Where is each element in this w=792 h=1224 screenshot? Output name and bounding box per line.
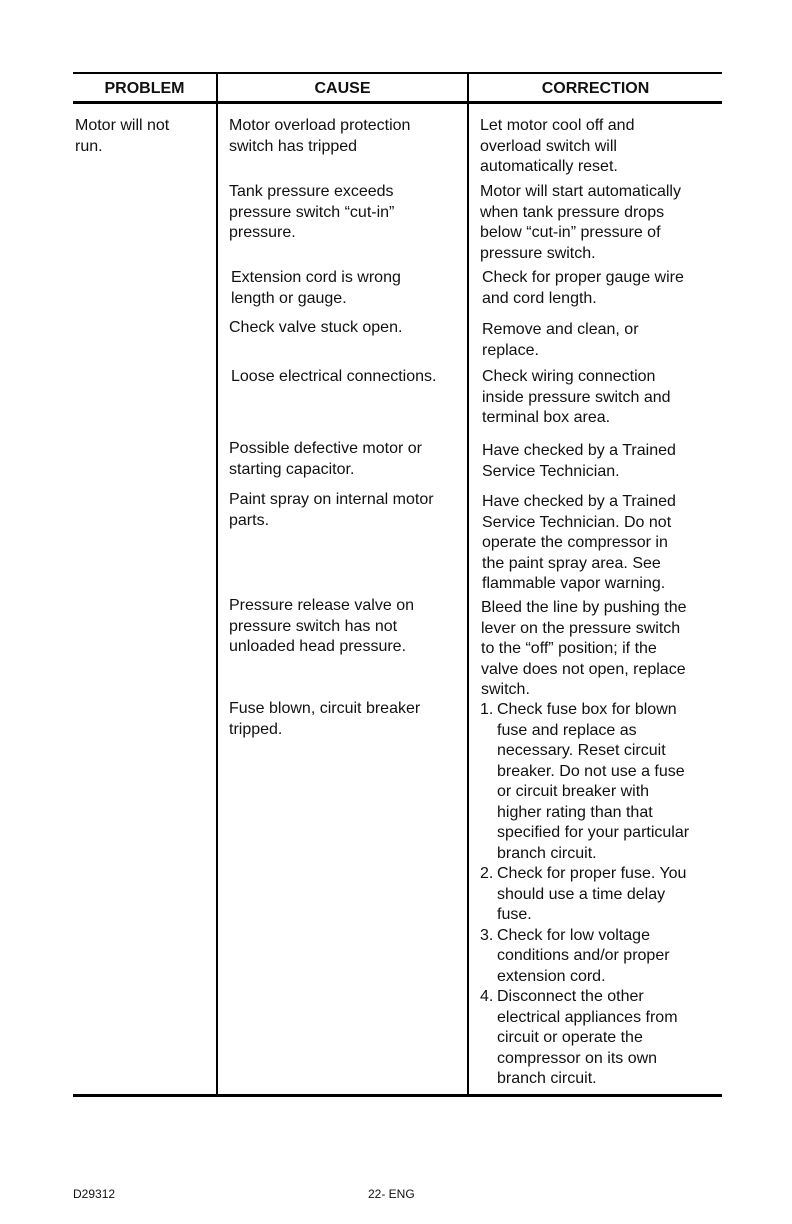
correction-line: Service Technician. [482, 462, 620, 480]
correction-cell [481, 598, 686, 701]
list-item-line: circuit or operate the [497, 1029, 643, 1046]
correction-line: operate the compressor in [482, 534, 668, 551]
cause-line: Possible defective motor or [229, 440, 422, 457]
table-top-rule [73, 72, 722, 74]
cause-cell [229, 490, 434, 531]
problem-cell [75, 116, 169, 157]
list-item-number: 2. [480, 865, 494, 882]
list-item [480, 864, 689, 926]
cause-cell [229, 116, 410, 157]
cause-cell [229, 699, 420, 740]
correction-line: pressure switch. [480, 244, 596, 262]
page-number: 22- ENG [368, 1187, 415, 1201]
correction-line: switch. [481, 681, 530, 698]
list-item-line: Check fuse box for blown [497, 701, 677, 718]
correction-line: replace. [482, 341, 539, 359]
cause-cell [231, 367, 436, 388]
cause-line: Check valve stuck open. [229, 319, 403, 336]
cause-line: Extension cord is wrong [231, 269, 401, 286]
list-item-line: necessary. Reset circuit [497, 742, 666, 759]
correction-line: Let motor cool off and [480, 117, 635, 134]
cause-line: Paint spray on internal motor [229, 491, 434, 508]
correction-line: automatically reset. [480, 158, 618, 175]
cause-line: parts. [229, 511, 270, 529]
list-item-line: should use a time delay [497, 885, 666, 903]
correction-line: overload switch will [480, 137, 617, 155]
cause-cell [231, 268, 401, 309]
correction-line: Service Technician. Do not [482, 513, 672, 531]
column-divider-2 [467, 72, 469, 1097]
correction-line: to the “off” position; if the [481, 640, 657, 657]
correction-cell [480, 182, 681, 264]
header-correction: CORRECTION [541, 80, 650, 97]
cause-line: Loose electrical connections. [231, 368, 437, 385]
correction-line: below “cut-in” pressure of [480, 224, 661, 241]
list-item [480, 926, 689, 988]
column-divider-1 [216, 72, 218, 1097]
cause-line: starting capacitor. [229, 460, 355, 478]
problem-line: run. [75, 137, 103, 155]
correction-cell [482, 320, 639, 361]
correction-cell [482, 492, 676, 595]
cause-line: switch has tripped [229, 137, 358, 155]
correction-line: when tank pressure drops [480, 203, 665, 221]
list-item-line: breaker. Do not use a fuse [497, 762, 685, 780]
list-item-line: extension cord. [497, 967, 606, 985]
correction-line: the paint spray area. See [482, 554, 661, 572]
cause-cell [229, 439, 422, 480]
cause-line: tripped. [229, 720, 283, 738]
list-item-line: or circuit breaker with [497, 783, 650, 800]
list-item-line: Check for proper fuse. You [497, 865, 687, 882]
correction-line: Have checked by a Trained [482, 442, 676, 459]
correction-cell [482, 441, 676, 482]
list-item-number: 3. [480, 926, 494, 944]
header-cause: CAUSE [314, 80, 371, 97]
cause-line: pressure switch “cut-in” [229, 203, 395, 221]
correction-line: inside pressure switch and [482, 388, 671, 406]
correction-line: terminal box area. [482, 409, 611, 426]
list-item [480, 700, 689, 864]
list-item-line: electrical appliances from [497, 1008, 678, 1026]
problem-line: Motor will not [75, 117, 170, 134]
correction-line: lever on the pressure switch [481, 619, 681, 637]
cause-line: Pressure release valve on [229, 597, 414, 614]
cause-line: pressure. [229, 224, 296, 241]
list-item-number: 1. [480, 701, 494, 718]
cause-line: unloaded head pressure. [229, 638, 407, 655]
list-item-line: Disconnect the other [497, 988, 644, 1005]
table-bottom-rule [73, 1094, 722, 1097]
cause-cell [229, 182, 394, 244]
list-item-line: Check for low voltage [497, 926, 650, 944]
list-item-line: fuse. [497, 906, 532, 923]
list-item-line: compressor on its own [497, 1049, 658, 1067]
cause-cell [229, 596, 414, 658]
correction-list [480, 700, 689, 1090]
list-item-line: higher rating than that [497, 803, 653, 821]
correction-line: Remove and clean, or [482, 321, 639, 338]
cause-line: Fuse blown, circuit breaker [229, 700, 421, 717]
header-problem: PROBLEM [104, 80, 185, 97]
list-item-line: fuse and replace as [497, 721, 637, 739]
list-item-line: branch circuit. [497, 1070, 597, 1087]
correction-cell [482, 367, 671, 429]
list-item-line: branch circuit. [497, 844, 597, 862]
correction-line: Check wiring connection [482, 368, 656, 385]
list-item-line: conditions and/or proper [497, 947, 670, 964]
correction-line: Motor will start automatically [480, 183, 681, 200]
cause-line: Motor overload protection [229, 117, 411, 134]
doc-code: D29312 [73, 1187, 116, 1201]
cause-line: length or gauge. [231, 289, 347, 307]
correction-line: Check for proper gauge wire [482, 269, 684, 286]
correction-line: valve does not open, replace [481, 660, 686, 678]
correction-line: flammable vapor warning. [482, 575, 666, 592]
cause-cell [229, 318, 402, 339]
header-bottom-rule [73, 101, 722, 104]
correction-cell [480, 116, 634, 178]
cause-line: Tank pressure exceeds [229, 183, 394, 200]
list-item [480, 987, 689, 1090]
cause-line: pressure switch has not [229, 617, 398, 635]
correction-line: and cord length. [482, 289, 597, 307]
list-item-number: 4. [480, 988, 494, 1005]
correction-line: Have checked by a Trained [482, 493, 676, 510]
correction-cell [482, 268, 684, 309]
list-item-line: specified for your particular [497, 824, 690, 841]
correction-line: Bleed the line by pushing the [481, 599, 687, 616]
